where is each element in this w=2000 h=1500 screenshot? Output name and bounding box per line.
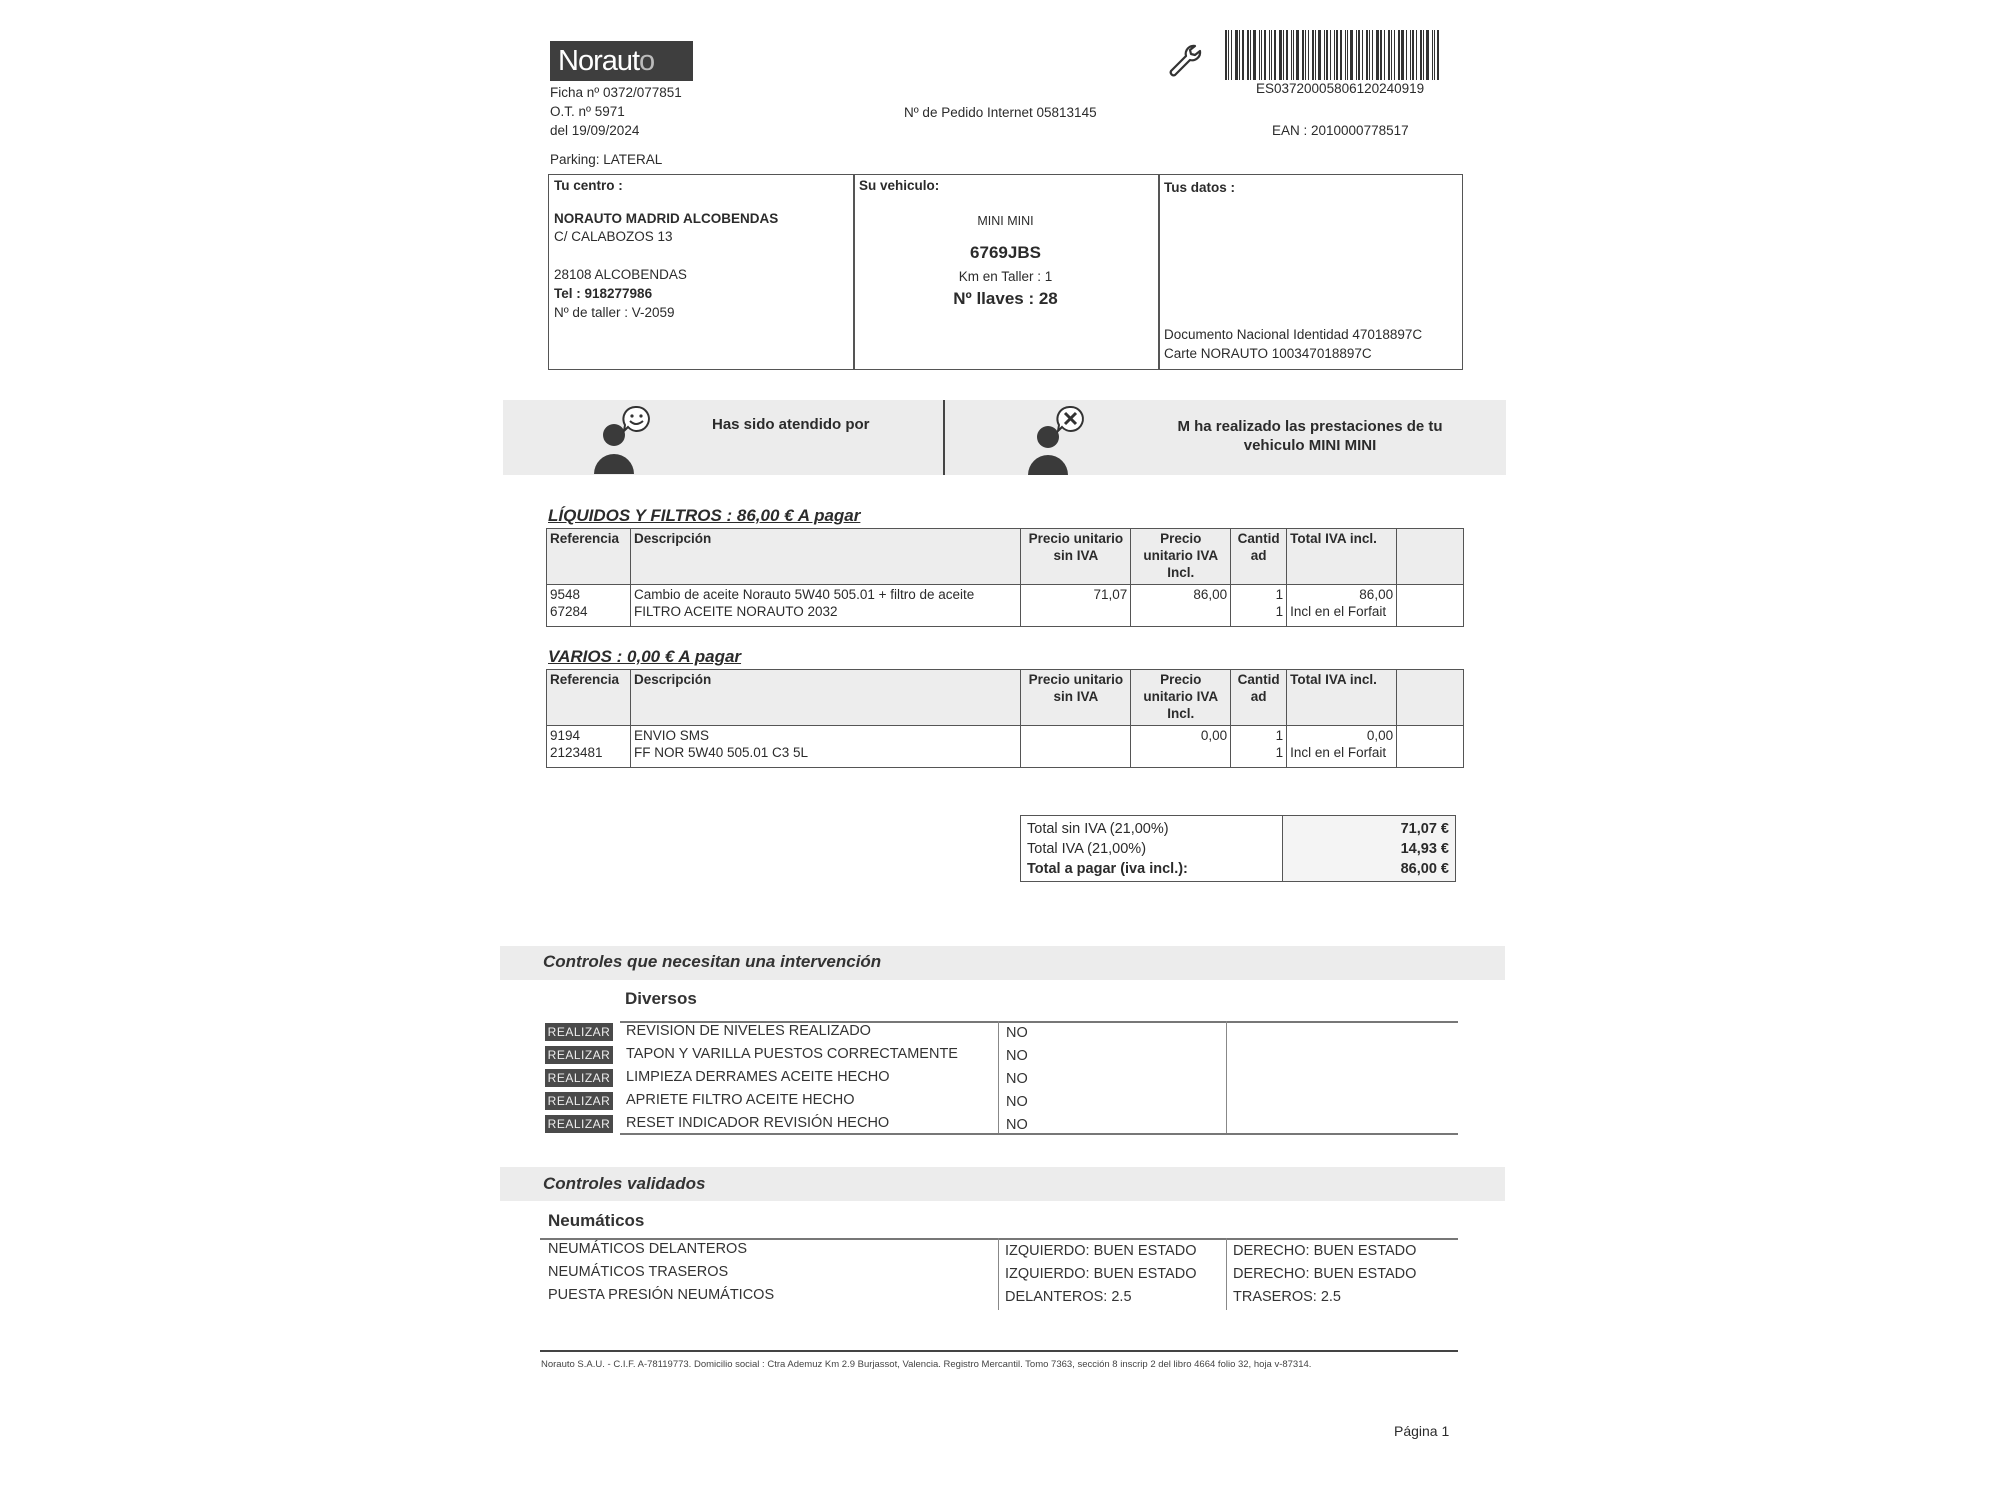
section-title-varios: VARIOS : 0,00 € A pagar — [548, 647, 742, 666]
validated-group: Neumáticos — [548, 1211, 645, 1230]
row-qty: 1 — [1275, 604, 1284, 619]
ean-code: EAN : 2010000778517 — [1272, 123, 1409, 138]
performed-by-text-1: M ha realizado las prestaciones de tu — [1177, 418, 1443, 435]
attended-by-text: Has sido atendido por — [712, 416, 870, 433]
vehicle-model: MINI MINI — [977, 214, 1034, 228]
intervention-item-label: REVISION DE NIVELES REALIZADO — [626, 1023, 871, 1039]
attendant-smile-icon — [590, 405, 660, 475]
internet-order-number: Nº de Pedido Internet 05813145 — [904, 105, 1097, 120]
centro-taller: Nº de taller : V-2059 — [554, 305, 675, 320]
col-descripcion: Descripción — [630, 670, 1020, 726]
row-total: 0,00 — [1366, 728, 1394, 743]
vehiculo-label: Su vehiculo: — [859, 178, 940, 193]
intervention-item-label: RESET INDICADOR REVISIÓN HECHO — [626, 1115, 890, 1131]
col-descripcion: Descripción — [630, 529, 1020, 585]
centro-name: NORAUTO MADRID ALCOBENDAS — [554, 211, 779, 226]
validated-item-label: NEUMÁTICOS DELANTEROS — [548, 1241, 747, 1257]
total-iva-label: Total IVA (21,00%) — [1027, 841, 1147, 857]
wrench-icon — [1165, 40, 1209, 80]
row-desc: FILTRO ACEITE NORAUTO 2032 — [633, 604, 838, 619]
validated-item-left: DELANTEROS: 2.5 — [1005, 1289, 1132, 1305]
row-price-no-iva — [1021, 726, 1131, 768]
validated-title: Controles validados — [543, 1174, 706, 1193]
vehicle-plate: 6769JBS — [970, 243, 1041, 262]
norauto-logo: Norauto — [550, 41, 693, 81]
page-number: Página 1 — [1394, 1423, 1450, 1439]
col-precio-sin-iva: Precio unitario sin IVA — [1021, 670, 1131, 726]
intervention-item-value: NO — [1006, 1071, 1028, 1087]
row-ref: 67284 — [550, 604, 588, 619]
vehicle-km: Km en Taller : 1 — [958, 269, 1053, 284]
total-a-pagar-value: 86,00 € — [1400, 861, 1449, 877]
col-empty — [1397, 670, 1464, 726]
performed-by-text-2: vehiculo MINI MINI — [1243, 437, 1377, 454]
intervention-group: Diversos — [625, 989, 697, 1008]
col-referencia: Referencia — [547, 670, 631, 726]
validated-item-label: NEUMÁTICOS TRASEROS — [548, 1264, 729, 1280]
datos-label: Tus datos : — [1164, 180, 1236, 195]
legal-footer: Norauto S.A.U. - C.I.F. A-78119773. Domicilio social : Ctra Ademuz Km 2.9 Burjassot, Valencia. Registro Mercantil. Tomo 7363, sección 8 inscrip 2 del libro 4664 folio 32, hoja v-87314. — [541, 1359, 1312, 1370]
intervention-item-value: NO — [1006, 1048, 1028, 1064]
row-total: 86,00 — [1359, 587, 1394, 602]
col-precio-iva: Precio unitario IVA Incl. — [1131, 670, 1231, 726]
centro-street: C/ CALABOZOS 13 — [554, 229, 673, 244]
row-total-note: Incl en el Forfait — [1290, 745, 1387, 760]
row-price-no-iva: 71,07 — [1021, 585, 1131, 627]
customer-dni: Documento Nacional Identidad 47018897C — [1164, 327, 1423, 342]
row-price-iva: 0,00 — [1131, 726, 1231, 768]
section-title-liquidos: LÍQUIDOS Y FILTROS : 86,00 € A pagar — [548, 506, 861, 525]
validated-item-left: IZQUIERDO: BUEN ESTADO — [1005, 1266, 1197, 1282]
validated-item-right: DERECHO: BUEN ESTADO — [1233, 1243, 1417, 1259]
customer-card: Carte NORAUTO 100347018897C — [1164, 346, 1372, 361]
row-ref: 9548 — [550, 587, 581, 602]
row-qty: 1 — [1275, 587, 1284, 602]
realizar-button[interactable]: REALIZAR — [545, 1046, 613, 1064]
realizar-button[interactable]: REALIZAR — [545, 1023, 613, 1041]
col-total: Total IVA incl. — [1287, 529, 1397, 585]
row-desc: Cambio de aceite Norauto 5W40 505.01 + filtro de aceite — [633, 587, 975, 602]
items-table-liquidos — [546, 528, 1464, 627]
col-precio-sin-iva: Precio unitario sin IVA — [1021, 529, 1131, 585]
centro-label: Tu centro : — [554, 178, 623, 193]
barcode — [1225, 30, 1463, 80]
validated-item-label: PUESTA PRESIÓN NEUMÁTICOS — [548, 1287, 775, 1303]
intervention-item-value: NO — [1006, 1094, 1028, 1110]
mechanic-tools-icon — [1020, 405, 1090, 475]
intervention-item-label: LIMPIEZA DERRAMES ACEITE HECHO — [626, 1069, 890, 1085]
parking-info: Parking: LATERAL — [550, 152, 663, 167]
centro-city: 28108 ALCOBENDAS — [554, 267, 687, 282]
row-qty: 1 — [1275, 745, 1284, 760]
intervention-item-value: NO — [1006, 1025, 1028, 1041]
intervention-item-label: APRIETE FILTRO ACEITE HECHO — [626, 1092, 855, 1108]
ficha-number: Ficha nº 0372/077851 — [550, 85, 682, 100]
total-sin-iva-label: Total sin IVA (21,00%) — [1027, 821, 1169, 837]
row-ref: 2123481 — [550, 745, 603, 760]
ot-number: O.T. nº 5971 — [550, 104, 625, 119]
realizar-button[interactable]: REALIZAR — [545, 1092, 613, 1110]
intervention-item-label: TAPON Y VARILLA PUESTOS CORRECTAMENTE — [626, 1046, 958, 1062]
col-cantidad: Cantidad — [1231, 529, 1287, 585]
row-desc: FF NOR 5W40 505.01 C3 5L — [633, 745, 809, 760]
realizar-button[interactable]: REALIZAR — [545, 1115, 613, 1133]
total-iva-value: 14,93 € — [1400, 841, 1449, 857]
validated-item-right: TRASEROS: 2.5 — [1233, 1289, 1341, 1305]
validated-item-right: DERECHO: BUEN ESTADO — [1233, 1266, 1417, 1282]
col-empty — [1397, 529, 1464, 585]
row-price-iva: 86,00 — [1131, 585, 1231, 627]
row-total-note: Incl en el Forfait — [1290, 604, 1387, 619]
total-a-pagar-label: Total a pagar (iva incl.): — [1027, 861, 1188, 877]
row-ref: 9194 — [550, 728, 581, 743]
col-total: Total IVA incl. — [1287, 670, 1397, 726]
vehicle-keys: Nº llaves : 28 — [953, 289, 1058, 308]
col-precio-iva: Precio unitario IVA Incl. — [1131, 529, 1231, 585]
total-sin-iva-value: 71,07 € — [1400, 821, 1449, 837]
intervention-item-value: NO — [1006, 1117, 1028, 1133]
table-row — [547, 585, 1464, 627]
barcode-number: ES0372000580612024091​9 — [1256, 81, 1425, 96]
realizar-button[interactable]: REALIZAR — [545, 1069, 613, 1087]
validated-item-left: IZQUIERDO: BUEN ESTADO — [1005, 1243, 1197, 1259]
table-row — [547, 726, 1464, 768]
totals-box — [1020, 815, 1456, 882]
col-referencia: Referencia — [547, 529, 631, 585]
centro-phone: Tel : 918277986 — [554, 286, 653, 301]
col-cantidad: Cantidad — [1231, 670, 1287, 726]
intervention-title: Controles que necesitan una intervención — [543, 952, 882, 971]
items-table-varios — [546, 669, 1464, 768]
row-desc: ENVIO SMS — [633, 728, 709, 743]
order-date: del 19/09/2024 — [550, 123, 640, 138]
row-qty: 1 — [1275, 728, 1284, 743]
